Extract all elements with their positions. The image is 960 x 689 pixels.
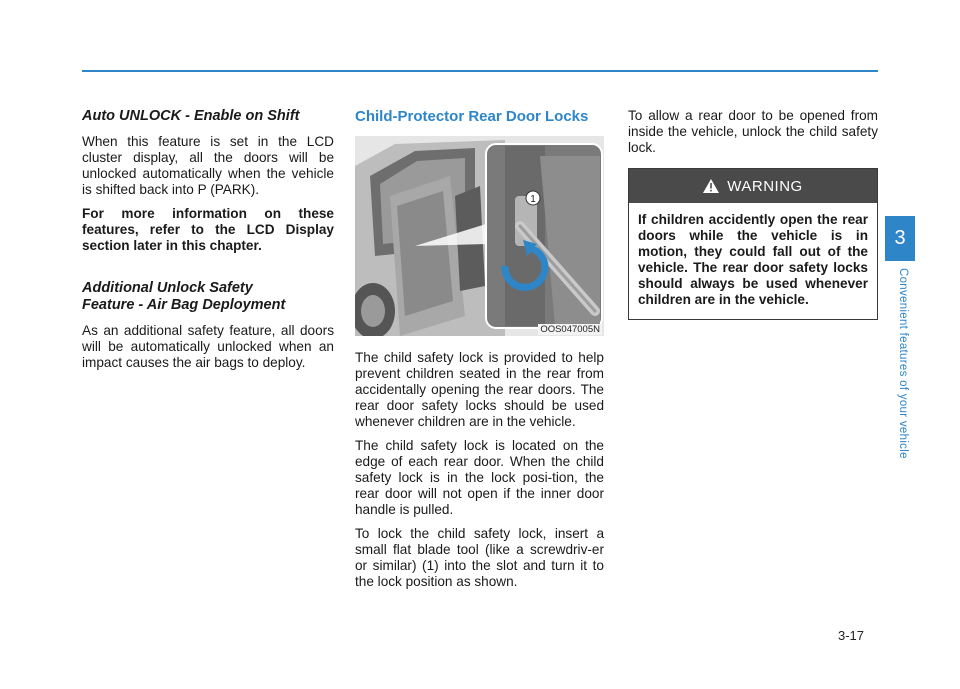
figure-code: OOS047005N [540,324,600,335]
column-middle [355,108,604,598]
chapter-tab: 3 [885,216,915,261]
column-right [628,108,878,320]
warning-header [629,169,877,203]
warning-title: WARNING [727,177,803,195]
chapter-title: Convenient features of your vehicle [897,268,909,459]
callout-number: 1 [530,194,536,205]
warning-text: If children accidently open the rear doors while the vehicle is in motion, they could fall out of the vehicle. The rear door safety locks should always be used whenever children are in the vehicle. [638,212,868,307]
column-left [82,108,334,379]
paragraph: The child safety lock is located on the edge of each rear door. When the child safety lock is in the lock posi-tion, the rear door will not open if the inner door handle is pulled. [355,438,604,517]
warning-box [628,168,878,320]
car-door-illustration [355,136,604,336]
paragraph: When this feature is set in the LCD cluster display, all the doors will be unlocked automatically when the vehicle is shifted back into P (PARK). [82,134,334,197]
paragraph-bold: For more information on these features, refer to the LCD Display section later in this chapter. [82,206,334,253]
paragraph: To lock the child safety lock, insert a small flat blade tool (like a screwdriv-er or similar) (1) into the slot and turn it to the lock position as shown. [355,526,604,589]
page-number: 3-17 [838,628,865,643]
header-rule [82,70,878,72]
paragraph: The child safety lock is provided to help prevent children seated in the rear from accidentally opening the rear doors. The rear door safety locks should be used whenever children are in the vehicle. [355,350,604,429]
heading-line: Additional Unlock Safety [82,280,253,296]
heading-child-protector: Child-Protector Rear Door Locks [355,108,589,125]
warning-triangle-icon [703,179,719,193]
heading-additional-unlock [82,280,334,314]
heading-line: Feature - Air Bag Deployment [82,297,286,313]
paragraph: As an additional safety feature, all doors will be automatically unlocked when an impact causes the air bags to deploy. [82,323,334,370]
paragraph: To allow a rear door to be opened from inside the vehicle, unlock the child safety lock. [628,108,878,155]
child-lock-figure [355,136,604,336]
heading-auto-unlock: Auto UNLOCK - Enable on Shift [82,108,300,124]
